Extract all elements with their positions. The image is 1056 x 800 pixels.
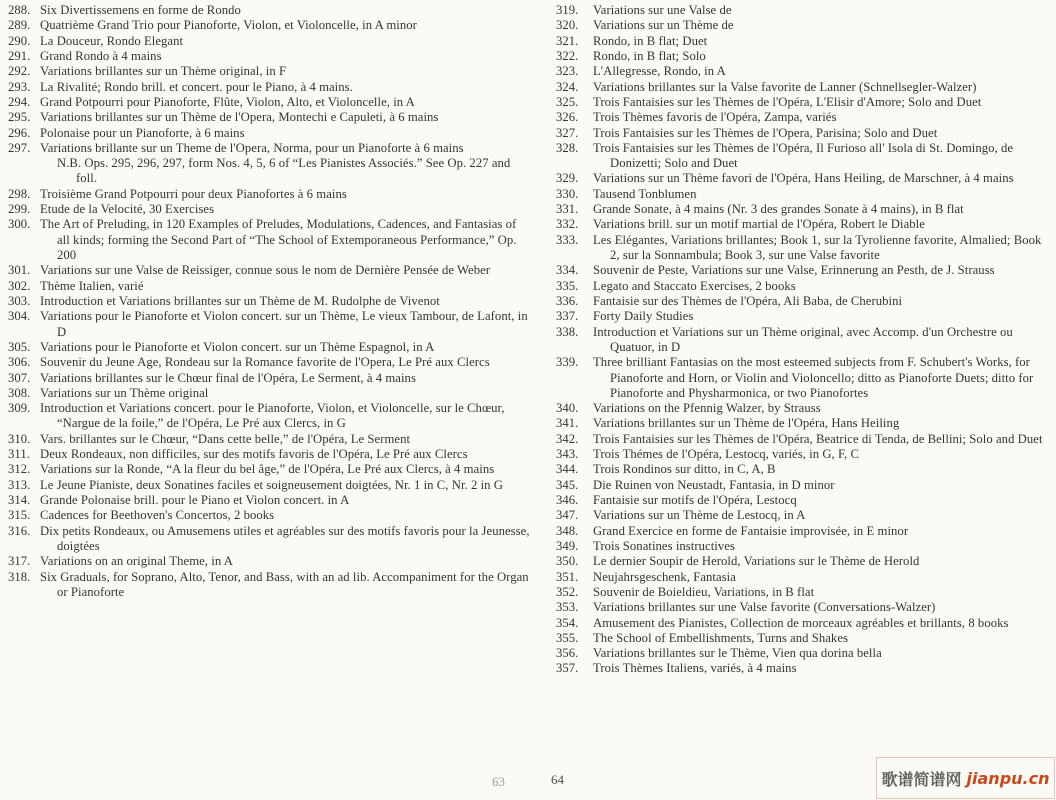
catalog-entry (8, 508, 531, 523)
catalog-entry (556, 631, 1054, 646)
catalog-entry (8, 386, 531, 401)
opus-number: 322. (556, 48, 579, 63)
work-title: Vars. brillantes sur le Chœur, “Dans cette belle,” de l'Opéra, Le Serment (40, 431, 411, 446)
work-title: Variations brillantes sur le Thème, Vien qua dorina bella (593, 646, 882, 661)
work-title: Grande Polonaise brill. pour le Piano et Violon concert. in A (40, 493, 350, 507)
watermark-site-url: jianpu.cn (966, 768, 1050, 788)
opus-number: 299. (8, 202, 31, 217)
work-title: Introduction et Variations sur un Thème original, avec Accomp. d'un Orchestre ou Quatuor, in D (593, 324, 1013, 354)
opus-number: 336. (556, 293, 579, 308)
catalog-entry (8, 80, 531, 95)
opus-number: 310. (8, 431, 31, 446)
opus-number: 333. (556, 232, 579, 247)
work-title: Variations sur une Valse de (593, 3, 732, 17)
catalog-entry (8, 49, 531, 64)
catalog-entry (8, 217, 531, 263)
work-title: Trois Fantaisies sur les Thèmes de l'Opera, Parisina; Solo and Duet (593, 125, 938, 140)
catalog-entry (8, 126, 531, 141)
work-title: L'Allegresse, Rondo, in A (593, 64, 726, 79)
opus-number: 316. (8, 523, 31, 538)
opus-number: 288. (8, 3, 31, 17)
opus-number: 326. (556, 110, 579, 125)
opus-number: 351. (556, 569, 579, 584)
catalog-entry (556, 3, 1054, 18)
catalog-entry (556, 34, 1054, 49)
catalog-entry (556, 447, 1054, 462)
catalog-entry (556, 233, 1054, 264)
work-title: Quatrième Grand Trio pour Pianoforte, Violon, et Violoncelle, in A minor (40, 18, 417, 33)
opus-number: 334. (556, 263, 579, 278)
work-title: Die Ruinen von Neustadt, Fantasia, in D minor (593, 477, 835, 492)
catalog-entry (8, 355, 531, 370)
work-title: Souvenir de Boieldieu, Variations, in B flat (593, 584, 815, 599)
catalog-entry (556, 95, 1054, 110)
opus-number: 337. (556, 309, 579, 324)
work-title: Variations sur un Thème favori de l'Opéra, Hans Heiling, de Marschner, à 4 mains (593, 171, 1014, 186)
work-title: Etude de la Velocité, 30 Exercises (40, 202, 215, 217)
work-title: Amusement des Pianistes, Collection de morceaux agréables et brillants, 8 books (593, 615, 1009, 630)
work-title: Trois Rondinos sur ditto, in C, A, B (593, 462, 776, 477)
opus-number: 352. (556, 584, 579, 599)
work-title: Grande Sonate, à 4 mains (Nr. 3 des grandes Sonate à 4 mains), in B flat (593, 202, 964, 217)
opus-number: 342. (556, 431, 579, 446)
opus-number: 331. (556, 202, 579, 217)
catalog-entry (8, 110, 531, 125)
catalog-entry (8, 294, 531, 309)
opus-number: 357. (556, 661, 579, 676)
catalog-entry (556, 478, 1054, 493)
opus-number: 328. (556, 140, 579, 155)
catalog-entry (8, 432, 531, 447)
catalog-entry (556, 661, 1054, 676)
work-title: Variations brillantes sur un Thème original, in F (40, 64, 287, 79)
opus-number: 339. (556, 355, 579, 370)
opus-number: 293. (8, 79, 31, 94)
opus-number: 340. (556, 401, 579, 416)
catalog-entry (556, 202, 1054, 217)
work-title: Legato and Staccato Exercises, 2 books (593, 278, 796, 293)
work-title: Grand Rondo à 4 mains (40, 48, 162, 63)
catalog-entry (556, 141, 1054, 172)
catalog-entry (556, 294, 1054, 309)
catalog-entry (556, 263, 1054, 278)
opus-number: 292. (8, 64, 31, 79)
work-title: Deux Rondeaux, non difficiles, sur des motifs favoris de l'Opéra, Le Pré aux Clercs (40, 447, 468, 462)
catalog-entry (556, 616, 1054, 631)
work-title: Variations brillantes sur la Valse favorite de Lanner (Schnellsegler-Walzer) (593, 79, 977, 94)
catalog-entry (556, 187, 1054, 202)
work-title: Trois Thèmes Italiens, variés, à 4 mains (593, 661, 797, 676)
catalog-entry (8, 187, 531, 202)
opus-number: 348. (556, 523, 579, 538)
opus-number: 324. (556, 79, 579, 94)
opus-number: 311. (8, 447, 30, 462)
page-number-right: 64 (551, 772, 564, 787)
work-title: Variations pour le Pianoforte et Violon concert. sur un Thème Espagnol, in A (40, 339, 435, 354)
catalog-entry (556, 554, 1054, 569)
work-title: Trois Fantaisies sur les Thèmes de l'Opéra, L'Elisir d'Amore; Solo and Duet (593, 94, 982, 109)
opus-number: 329. (556, 171, 579, 186)
work-title: Rondo, in B flat; Solo (593, 48, 706, 63)
catalog-entry (8, 141, 531, 156)
catalog-entry (556, 309, 1054, 324)
opus-number: 307. (8, 370, 31, 385)
work-title: Le Jeune Pianiste, deux Sonatines faciles et soigneusement doigtées, Nr. 1 in C, Nr. 2 in G (40, 477, 503, 492)
work-title: Polonaise pour un Pianoforte, à 6 mains (40, 125, 245, 140)
opus-number: 319. (556, 3, 579, 17)
catalog-entry (556, 493, 1054, 508)
work-title: Souvenir du Jeune Age, Rondeau sur la Romance favorite de l'Opera, Le Pré aux Clercs (40, 355, 490, 370)
opus-number: 338. (556, 324, 579, 339)
work-title: The Art of Preluding, in 120 Examples of Preludes, Modulations, Cadences, and Fantasias of all kinds; forming the Second Part of “The School of Extemporaneous Performance,” Op. 200 (40, 217, 517, 262)
opus-number: 323. (556, 64, 579, 79)
work-title: Variations sur un Thème original (40, 385, 209, 400)
opus-number: 302. (8, 278, 31, 293)
catalog-entry (556, 646, 1054, 661)
work-title: Thème Italien, varié (40, 278, 144, 293)
catalog-entry (556, 539, 1054, 554)
work-title: Variations sur un Thème de Lestocq, in A (593, 508, 806, 523)
work-title: Cadences for Beethoven's Concertos, 2 books (40, 508, 275, 523)
opus-number: 296. (8, 125, 31, 140)
catalog-entry (556, 570, 1054, 585)
left-column (8, 3, 531, 600)
catalog-entry (556, 401, 1054, 416)
work-title: Six Graduals, for Soprano, Alto, Tenor, and Bass, with an ad lib. Accompaniment for the Organ or Pianoforte (40, 569, 529, 599)
catalog-entry (556, 508, 1054, 523)
watermark-site-name: 歌谱简谱网 (881, 769, 962, 789)
work-title: Souvenir de Peste, Variations sur une Valse, Erinnerung an Pesth, de J. Strauss (593, 263, 995, 278)
work-title: Six Divertissemens en forme de Rondo (40, 3, 241, 17)
work-title: Rondo, in B flat; Duet (593, 33, 708, 48)
opus-number: 314. (8, 493, 31, 507)
catalog-entry (8, 554, 531, 569)
work-title: Grand Exercice en forme de Fantaisie improvisée, in E minor (593, 523, 909, 538)
opus-number: 291. (8, 48, 31, 63)
opus-number: 347. (556, 508, 579, 523)
catalog-entry (556, 524, 1054, 539)
work-title: Variations brillantes sur un Thème de l'Opéra, Hans Heiling (593, 416, 900, 431)
catalog-note (8, 156, 531, 187)
work-title: Variations pour le Pianoforte et Violon concert. sur un Thème, Le vieux Tambour, de Lafont, in D (40, 309, 528, 339)
work-title: The School of Embellishments, Turns and Shakes (593, 630, 848, 645)
opus-number: 320. (556, 18, 579, 33)
work-title: Variations on an original Theme, in A (40, 554, 233, 569)
opus-number: 344. (556, 462, 579, 477)
catalog-entry (556, 325, 1054, 356)
work-title: Variations on the Pfennig Walzer, by Strauss (593, 401, 821, 416)
catalog-entry (556, 355, 1054, 401)
work-title: Variations brillantes sur un Thème de l'Opera, Montechi e Capuleti, à 6 mains (40, 110, 439, 125)
catalog-entry (556, 217, 1054, 232)
catalog-entry (8, 309, 531, 340)
page-number-left: 63 (492, 774, 505, 789)
work-title: Le dernier Soupir de Herold, Variations sur le Thème de Herold (593, 554, 920, 569)
work-title: Variations sur la Ronde, “A la fleur du bel âge,” de l'Opéra, Le Pré aux Clercs, à 4 mains (40, 462, 495, 477)
catalog-entry (8, 371, 531, 386)
opus-number: 304. (8, 309, 31, 324)
work-title: Variations sur une Valse de Reissiger, connue sous le nom de Dernière Pensée de Weber (40, 263, 491, 278)
catalog-entry (8, 478, 531, 493)
catalog-entry (556, 126, 1054, 141)
catalog-entry (556, 462, 1054, 477)
opus-number: 308. (8, 385, 31, 400)
opus-number: 297. (8, 140, 31, 155)
opus-number: 305. (8, 339, 31, 354)
catalog-entry (556, 585, 1054, 600)
work-title: Variations sur un Thème de (593, 18, 734, 33)
watermark (876, 757, 1055, 799)
work-title: La Douceur, Rondo Elegant (40, 33, 184, 48)
opus-number: 294. (8, 94, 31, 109)
opus-number: 332. (556, 217, 579, 232)
work-title: Three brilliant Fantasias on the most esteemed subjects from F. Schubert's Works, for Pianoforte and Horn, or Violin and Violoncello; ditto as Pianoforte Duets; ditto for Pianoforte and Physharmonica, or two Pianofortes (593, 355, 1034, 400)
opus-number: 325. (556, 94, 579, 109)
catalog-entry (556, 18, 1054, 33)
work-title: Les Elégantes, Variations brillantes; Book 1, sur la Tyrolienne favorite, Almalied; Book 2, sur la Sonnambula; Book 3, sur une Valse favorite (593, 232, 1042, 262)
work-title: Grand Potpourri pour Pianoforte, Flûte, Violon, Alto, et Violoncelle, in A (40, 94, 415, 109)
opus-number: 350. (556, 554, 579, 569)
opus-number: 290. (8, 33, 31, 48)
catalog-entry (8, 340, 531, 355)
opus-number: 345. (556, 477, 579, 492)
opus-number: 289. (8, 18, 31, 33)
opus-number: 312. (8, 462, 31, 477)
work-title: Variations brillante sur un Theme de l'Opera, Norma, pour un Pianoforte à 6 mains (40, 140, 464, 155)
catalog-entry (556, 432, 1054, 447)
catalog-entry (8, 447, 531, 462)
work-title: Introduction et Variations concert. pour le Pianoforte, Violon, et Violoncelle, sur le Chœur, “Nargue de la foile,” de l'Opéra, Le Pré aux Clercs, in G (40, 401, 505, 431)
opus-number: 321. (556, 33, 579, 48)
opus-number: 298. (8, 186, 31, 201)
work-title: Neujahrsgeschenk, Fantasia (593, 569, 736, 584)
opus-number: 317. (8, 554, 31, 569)
catalog-entry (8, 462, 531, 477)
opus-number: 349. (556, 538, 579, 553)
work-title: N.B. Ops. 295, 296, 297, form Nos. 4, 5, 6 of “Les Pianistes Associés.” See Op. 227 and foll. (57, 156, 511, 186)
catalog-entry (8, 202, 531, 217)
catalog-entry (556, 600, 1054, 615)
opus-number: 313. (8, 477, 31, 492)
catalog-entry (8, 401, 531, 432)
work-title: Troisième Grand Potpourri pour deux Pianofortes à 6 mains (40, 186, 347, 201)
opus-number: 330. (556, 186, 579, 201)
catalog-entry (556, 64, 1054, 79)
catalog-entry (556, 171, 1054, 186)
opus-number: 356. (556, 646, 579, 661)
catalog-entry (8, 570, 531, 601)
catalog-entry (8, 493, 531, 508)
catalog-entry (556, 416, 1054, 431)
work-title: Variations brill. sur un motif martial de l'Opéra, Robert le Diable (593, 217, 925, 232)
work-title: Trois Thémes de l'Opéra, Lestocq, variés, in G, F, C (593, 447, 860, 462)
opus-number: 300. (8, 217, 31, 232)
catalog-entry (8, 524, 531, 555)
opus-number: 309. (8, 401, 31, 416)
catalog-entry (556, 110, 1054, 125)
opus-number: 295. (8, 110, 31, 125)
opus-number: 301. (8, 263, 31, 278)
work-title: Dix petits Rondeaux, ou Amusemens utiles et agréables sur des motifs favoris pour la Jeunesse, doigtées (40, 523, 530, 553)
opus-number: 315. (8, 508, 31, 523)
work-title: La Rivalité; Rondo brill. et concert. pour le Piano, à 4 mains. (40, 79, 353, 94)
opus-number: 306. (8, 355, 31, 370)
opus-number: 353. (556, 600, 579, 615)
catalog-entry (8, 95, 531, 110)
catalog-entry (556, 279, 1054, 294)
catalog-entry (556, 49, 1054, 64)
catalog-entry (8, 64, 531, 79)
opus-number: 354. (556, 615, 579, 630)
opus-number: 327. (556, 125, 579, 140)
work-title: Trois Sonatines instructives (593, 538, 735, 553)
work-title: Variations brillantes sur une Valse favorite (Conversations-Walzer) (593, 600, 936, 615)
catalog-entry (556, 80, 1054, 95)
opus-number: 341. (556, 416, 579, 431)
opus-number: 355. (556, 630, 579, 645)
work-title: Trois Thèmes favoris de l'Opéra, Zampa, variés (593, 110, 837, 125)
opus-number: 318. (8, 569, 31, 584)
work-title: Tausend Tonblumen (593, 186, 697, 201)
catalog-entry (8, 279, 531, 294)
catalog-entry (8, 263, 531, 278)
work-title: Forty Daily Studies (593, 309, 694, 324)
right-column (556, 3, 1054, 677)
opus-number: 343. (556, 447, 579, 462)
work-title: Variations brillantes sur le Chœur final de l'Opéra, Le Serment, à 4 mains (40, 370, 416, 385)
opus-number: 346. (556, 493, 579, 507)
opus-number: 303. (8, 293, 31, 308)
work-title: Trois Fantaisies sur les Thèmes de l'Opéra, Il Furioso all' Isola di St. Domingo, de Donizetti; Solo and Duet (593, 140, 1014, 171)
work-title: Trois Fantaisies sur les Thèmes de l'Opéra, Beatrice di Tenda, de Bellini; Solo and Duet (593, 431, 1043, 446)
work-title: Introduction et Variations brillantes sur un Thème de M. Rudolphe de Vivenot (40, 293, 440, 308)
catalog-entry (8, 3, 531, 18)
catalog-entry (8, 34, 531, 49)
opus-number: 335. (556, 278, 579, 293)
work-title: Fantaisie sur motifs de l'Opéra, Lestocq (593, 493, 797, 507)
catalog-entry (8, 18, 531, 33)
work-title: Fantaisie sur des Thèmes de l'Opéra, Ali Baba, de Cherubini (593, 293, 903, 308)
